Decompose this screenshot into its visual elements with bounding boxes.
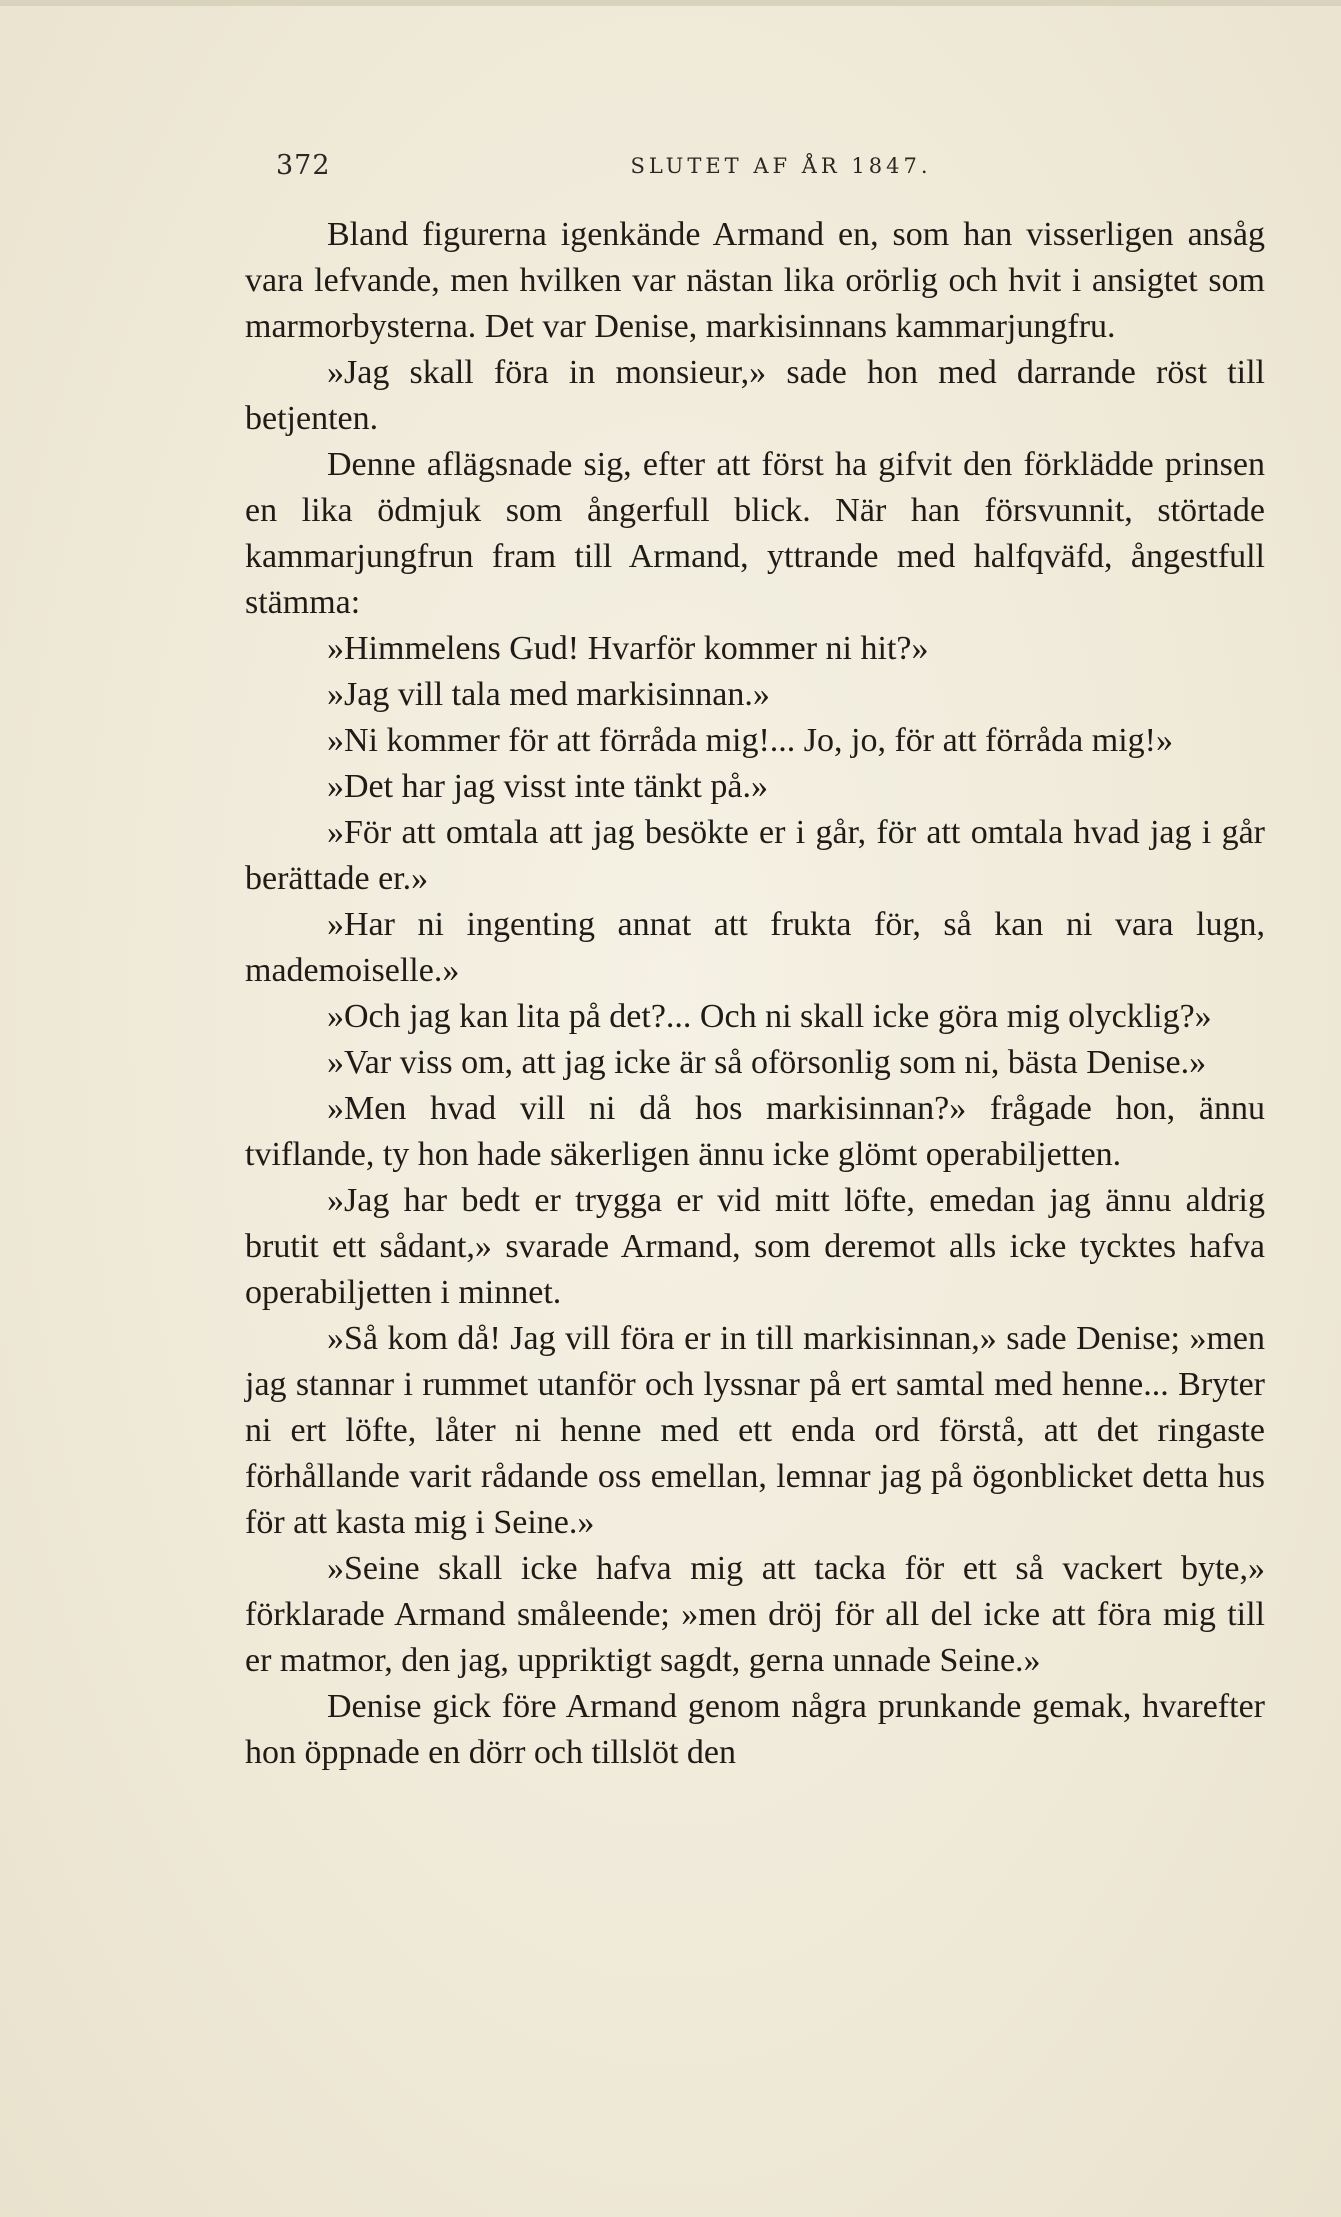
paragraph: »Och jag kan lita på det?... Och ni skall icke göra mig olycklig?» [327,998,1212,1035]
paragraph: Bland figurerna igenkände Armand en, som han visserligen ansåg vara lefvande, men hvilken var nästan lika orörlig och hvit i ansigtet som marmorbysterna. Det var Denise, markisinnans kammarjungfru. [245,216,1265,345]
running-head: SLUTET AF ÅR 1847. [630,154,932,178]
paragraph: »För att omtala att jag besökte er i går, för att omtala hvad jag i går berättade er.» [245,814,1265,897]
paragraph: Denne aflägsnade sig, efter att först ha gifvit den förklädde prinsen en lika ödmjuk som ångerfull blick. När han försvunnit, störtade kammarjungfrun fram till Armand, yttrande med halfqväfd, ångestfull stämma: [245,446,1265,621]
paragraph: »Så kom då! Jag vill föra er in till markisinnan,» sade Denise; »men jag stannar i rummet utanför och lyssnar på ert samtal med henne... Bryter ni ert löfte, låter ni henne med ett enda ord förstå, att det ringaste förhållande varit rådande oss emellan, lemnar jag på ögonblicket detta hus för att kasta mig i Seine.» [245,1320,1265,1541]
paragraph: »Har ni ingenting annat att frukta för, så kan ni vara lugn, mademoiselle.» [245,906,1265,989]
paragraph: »Var viss om, att jag icke är så oförsonlig som ni, bästa Denise.» [327,1044,1207,1081]
paragraph: »Seine skall icke hafva mig att tacka för ett så vackert byte,» förklarade Armand småleende; »men dröj för all del icke att föra mig till er matmor, den jag, uppriktigt sagdt, gerna unnade Seine.» [245,1550,1265,1679]
page-header [276,150,1266,190]
paragraph: »Ni kommer för att förråda mig!... Jo, jo, för att förråda mig!» [327,722,1173,759]
paragraph: »Jag har bedt er trygga er vid mitt löfte, emedan jag ännu aldrig brutit ett sådant,» svarade Armand, som deremot alls icke tycktes hafva operabiljetten i minnet. [245,1182,1265,1311]
page-number: 372 [276,150,331,181]
paragraph: »Jag skall föra in monsieur,» sade hon med darrande röst till betjenten. [245,354,1265,437]
paragraph: »Men hvad vill ni då hos markisinnan?» frågade hon, ännu tviflande, ty hon hade säkerligen ännu icke glömt operabiljetten. [245,1090,1265,1173]
paragraph: Denise gick före Armand genom några prunkande gemak, hvarefter hon öppnade en dörr och tillslöt den [245,1688,1265,1771]
body-text [245,212,1265,1776]
paragraph: »Himmelens Gud! Hvarför kommer ni hit?» [327,630,929,667]
paragraph: »Jag vill tala med markisinnan.» [327,676,770,713]
paragraph: »Det har jag visst inte tänkt på.» [327,768,768,805]
